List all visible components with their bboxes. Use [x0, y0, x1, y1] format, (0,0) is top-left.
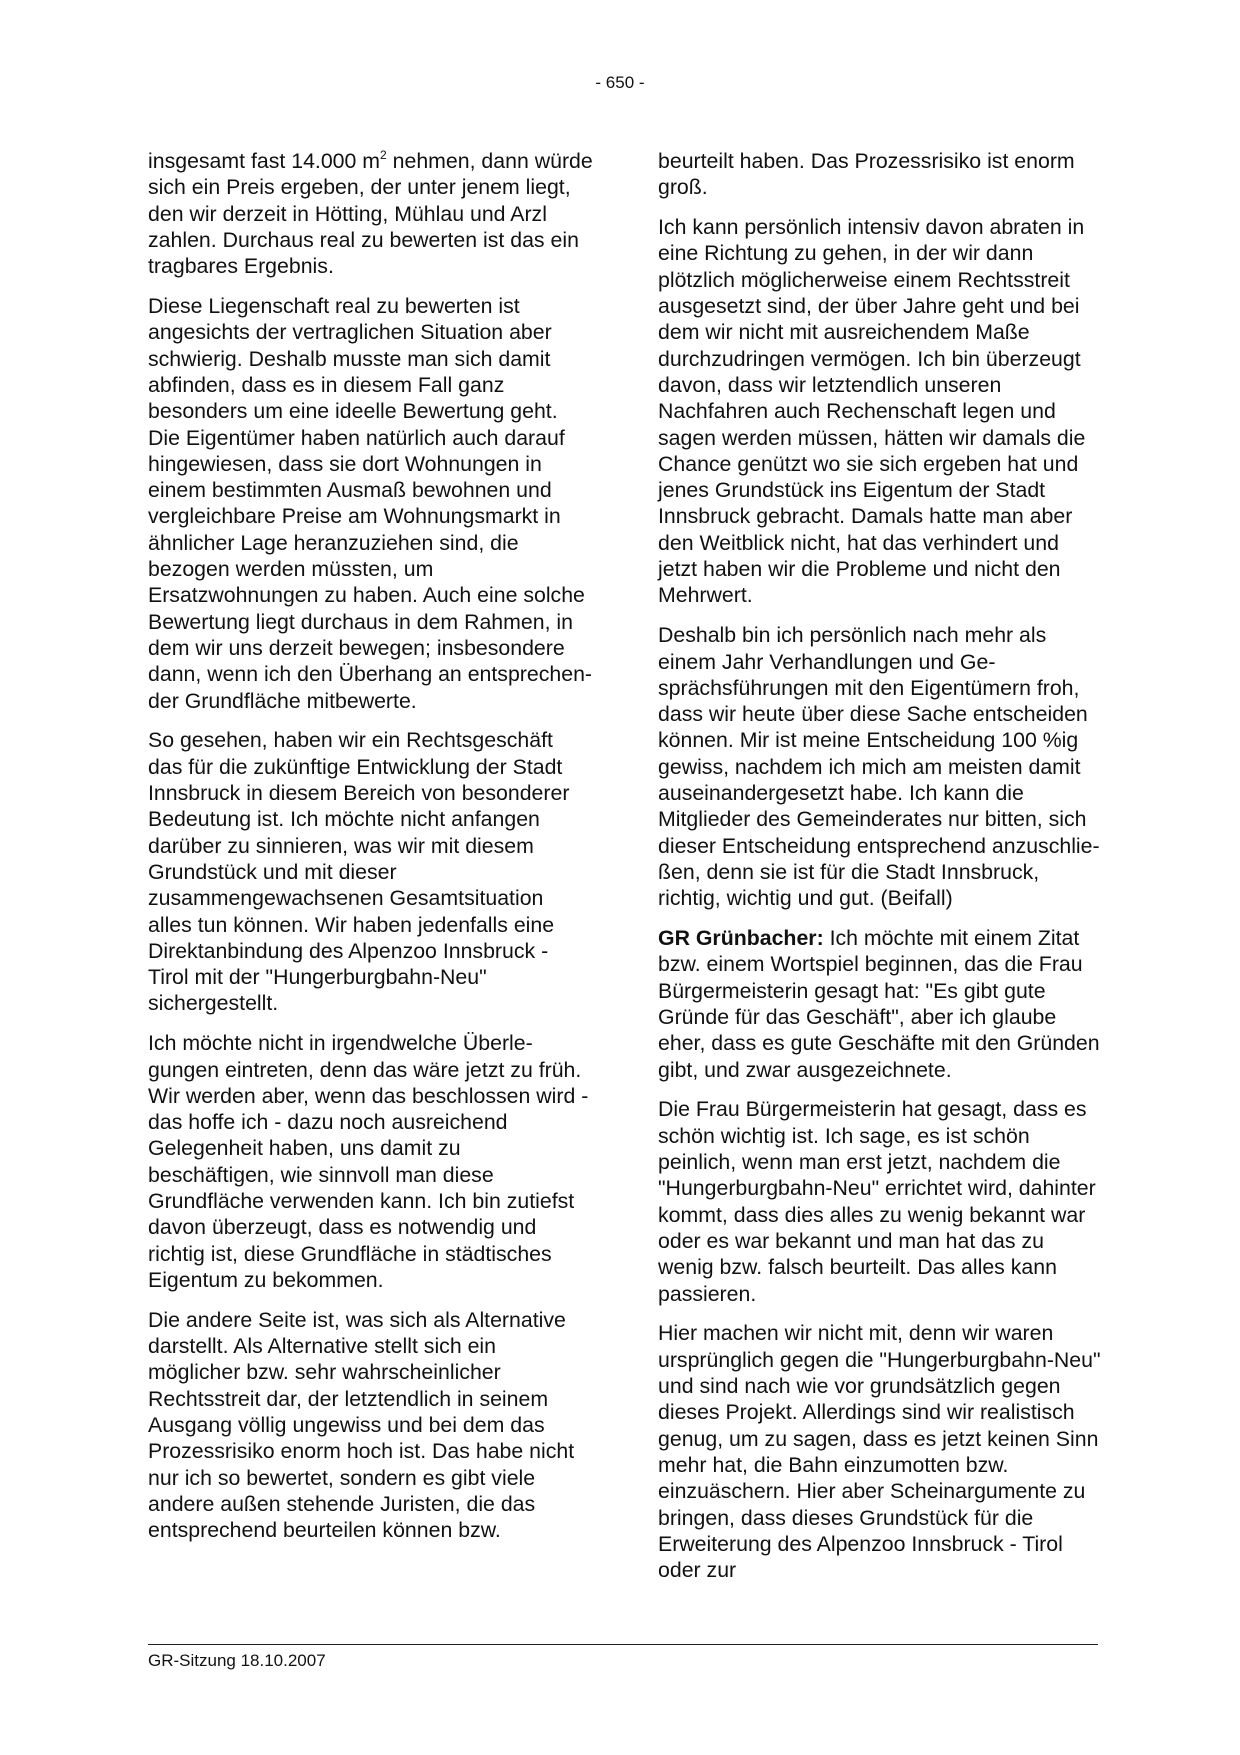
paragraph: Ich kann persönlich intensiv davon abraten in eine Richtung zu gehen, in der wir dann plötzlich möglicherweise einem Rechtsstreit ausgesetzt sind, der über Jahre geht und bei dem wir nicht mit ausreichendem Maße durchzudringen vermögen. Ich bin überzeugt davon, dass wir letztendlich unseren Nachfahren auch Rechenschaft legen und sagen werden müssen, hätten wir damals die Chance genützt wo sie sich ergeben hat und jenes Grundstück ins Eigentum der Stadt Innsbruck gebracht. Damals hatte man aber den Weitblick nicht, hat das verhindert und jetzt haben wir die Probleme und nicht den Mehrwert. — [658, 215, 1086, 608]
paragraph: Ich möchte nicht in irgendwelche Überlegungen eintreten, denn das wäre jetzt zu früh. Wir werden aber, wenn das beschlossen wird - das hoffe ich - dazu noch ausreichend Gelegenheit haben, uns damit zu beschäftigen, wie sinnvoll man diese Grundfläche verwenden kann. Ich bin zutiefst davon überzeugt, dass es notwendig und richtig ist, diese Grundfläche in städtisches Eigentum zu bekommen. — [148, 1031, 589, 1292]
left-column — [148, 148, 593, 1544]
paragraph: Die Frau Bürgermeisterin hat gesagt, dass es schön wichtig ist. Ich sage, es ist schön peinlich, wenn man erst jetzt, nachdem die "Hungerburgbahn-Neu" errichtet wird, dahinter kommt, dass dies alles zu wenig bekannt war oder es war bekannt und man hat das zu wenig bzw. falsch beurteilt. Das alles kann passieren. — [658, 1097, 1096, 1306]
paragraph: So gesehen, haben wir ein Rechtsgeschäft das für die zukünftige Entwicklung der Stadt Innsbruck in diesem Bereich von besonderer Bedeutung ist. Ich möchte nicht anfangen darüber zu sinnieren, was wir mit diesem Grundstück und mit dieser zusammengewachsenen Gesamtsituation alles tun können. Wir haben jedenfalls eine Direktanbindung des Alpenzoo Innsbruck - Tirol mit der "Hungerburgbahn-Neu" sichergestellt. — [148, 728, 570, 1016]
paragraph — [658, 925, 1103, 1083]
paragraph-text: nehmen, dann würde sich ein Preis ergeben, der unter jenem liegt, den wir derzeit in Hötting, Mühlau und Arzl zahlen. Durchaus real zu bewerten ist das ein tragbares Ergebnis. — [148, 149, 593, 279]
speaker-name: GR Grünbacher: — [658, 926, 824, 951]
paragraph: Diese Liegenschaft real zu bewerten ist angesichts der vertraglichen Situation aber schwierig. Deshalb musste man sich damit abfinden, dass es in diesem Fall ganz besonders um eine ideelle Bewertung geht. Die Eigentümer haben natürlich auch darauf hingewiesen, dass sie dort Wohnungen in einem bestimmten Ausmaß bewohnen und vergleichbare Preise am Wohnungsmarkt in ähnlicher Lage heranzuziehen sind, die bezogen werden müssten, um Ersatzwohnungen zu haben. Auch eine solche Bewertung liegt durchaus in dem Rahmen, in dem wir uns derzeit bewegen; insbesondere dann, wenn ich den Überhang an entsprechender Grundfläche mitbewerte. — [148, 294, 593, 713]
paragraph: Die andere Seite ist, was sich als Alternative darstellt. Als Alternative stellt sich ein möglicher bzw. sehr wahrscheinlicher Rechtsstreit dar, der letztendlich in seinem Ausgang völlig ungewiss und bei dem das Prozessrisiko enorm hoch ist. Das habe nicht nur ich so bewertet, sondern es gibt viele andere außen stehende Juristen, die das entsprechend beurteilen können bzw. — [148, 1307, 575, 1543]
paragraph-text: insgesamt fast 14.000 m — [148, 149, 381, 173]
paragraph-text: Ich möchte mit einem Zitat bzw. einem Wortspiel beginnen, das die Frau Bürgermeisterin gesagt hat: "Es gibt gute Gründe für das Geschäft", aber ich glaube eher, dass es gute Geschäfte mit den Gründen gibt, und zwar ausgezeichnete. — [658, 926, 1100, 1082]
paragraph: Hier machen wir nicht mit, denn wir waren ursprünglich gegen die "Hungerburgbahn-Neu" und sind nach wie vor grundsätzlich gegen dieses Projekt. Allerdings sind wir realistisch genug, um zu sagen, dass es jetzt keinen Sinn mehr hat, die Bahn einzumotten bzw. einzuäschern. Hier aber Scheinargumente zu bringen, dass dieses Grundstück für die Erweiterung des Alpenzoo Innsbruck - Tirol oder zur — [658, 1321, 1101, 1583]
superscript: 2 — [380, 148, 387, 162]
footer-session-date: GR-Sitzung 18.10.2007 — [148, 1651, 326, 1670]
right-column — [658, 148, 1103, 1583]
footer-divider — [148, 1644, 1098, 1645]
paragraph: beurteilt haben. Das Prozessrisiko ist enorm groß. — [658, 149, 1075, 200]
page-number: - 650 - — [595, 73, 645, 92]
paragraph — [148, 148, 593, 279]
paragraph: Deshalb bin ich persönlich nach mehr als einem Jahr Verhandlungen und Gesprächsführungen mit den Eigentümern froh, dass wir heute über diese Sache entscheiden können. Mir ist meine Entscheidung 100 %ig gewiss, nachdem ich mich am meisten damit auseinandergesetzt habe. Ich kann die Mitglieder des Gemeinderates nur bitten, sich dieser Entscheidung entsprechend anzuschließen, denn sie ist für die Stadt Innsbruck, richtig, wichtig und gut. (Beifall) — [658, 623, 1100, 911]
